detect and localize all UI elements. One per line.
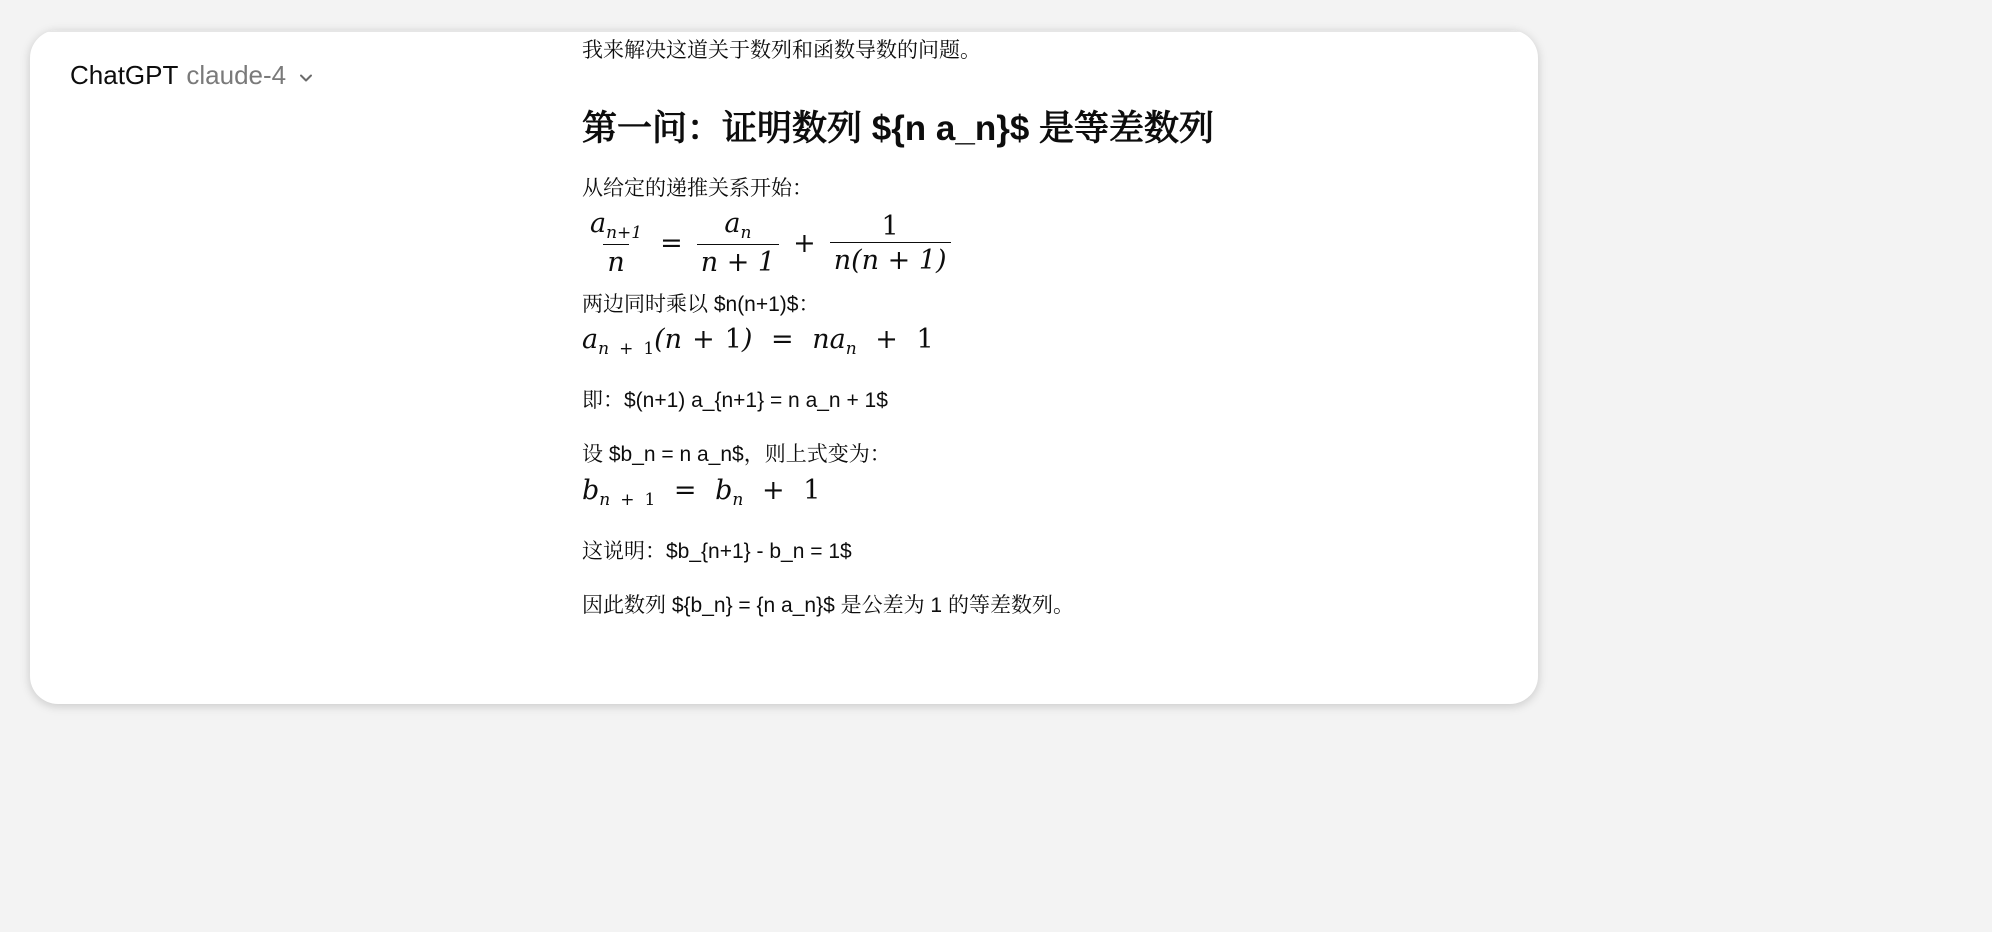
rhs1-numerator: a [724,208,741,240]
equation-multiplied-text: $a_{n + 1}(n + 1) = na_n + 1$ [582,324,934,360]
equation-recurrence [582,208,1482,278]
fraction-lhs [586,208,646,278]
equation-bn [582,471,1482,513]
model-selector[interactable] [70,60,314,91]
lhs-numerator-sub: n+1 [606,223,643,244]
top-divider [30,30,1538,32]
rhs2-numerator: 1 [881,210,899,242]
chat-window [30,30,1538,704]
message-intro: 我来解决这道关于数列和函数导数的问题。 [582,39,981,62]
assistant-message [582,36,1482,621]
lhs-numerator: a [590,208,607,240]
rhs1-numerator-sub: n [740,223,752,244]
model-name: claude-4 [186,60,287,90]
fraction-rhs-2 [830,211,951,276]
chevron-down-icon [298,70,314,86]
paragraph-5: 这说明：$b_{n+1} - b_n = 1$ [582,539,852,563]
paragraph-6: 因此数列 ${b_n} = {n a_n}$ 是公差为 1 的等差数列。 [582,594,1074,617]
fraction-rhs-1 [697,208,779,278]
lhs-denominator: n [603,244,628,278]
equation-multiplied [582,320,1482,362]
rhs2-denominator: n(n + 1) [830,242,951,276]
paragraph-3: 即：$(n+1) a_{n+1} = n a_n + 1$ [582,389,888,413]
paragraph-4: 设 $b_n = n a_n$，则上式变为： [582,443,891,467]
equation-bn-text: $b_{n + 1} = b_n + 1$ [582,474,821,510]
paragraph-1: 从给定的递推关系开始： [582,176,813,200]
rhs1-denominator: n + 1 [697,244,779,278]
paragraph-2: 两边同时乘以 $n(n+1)$： [582,292,820,316]
section-heading: 第一问：证明数列 ${n a_n}$ 是等差数列 [582,109,1215,149]
equals-sign: = [660,227,683,259]
brand-name: ChatGPT [70,60,179,90]
plus-sign: + [793,227,816,259]
